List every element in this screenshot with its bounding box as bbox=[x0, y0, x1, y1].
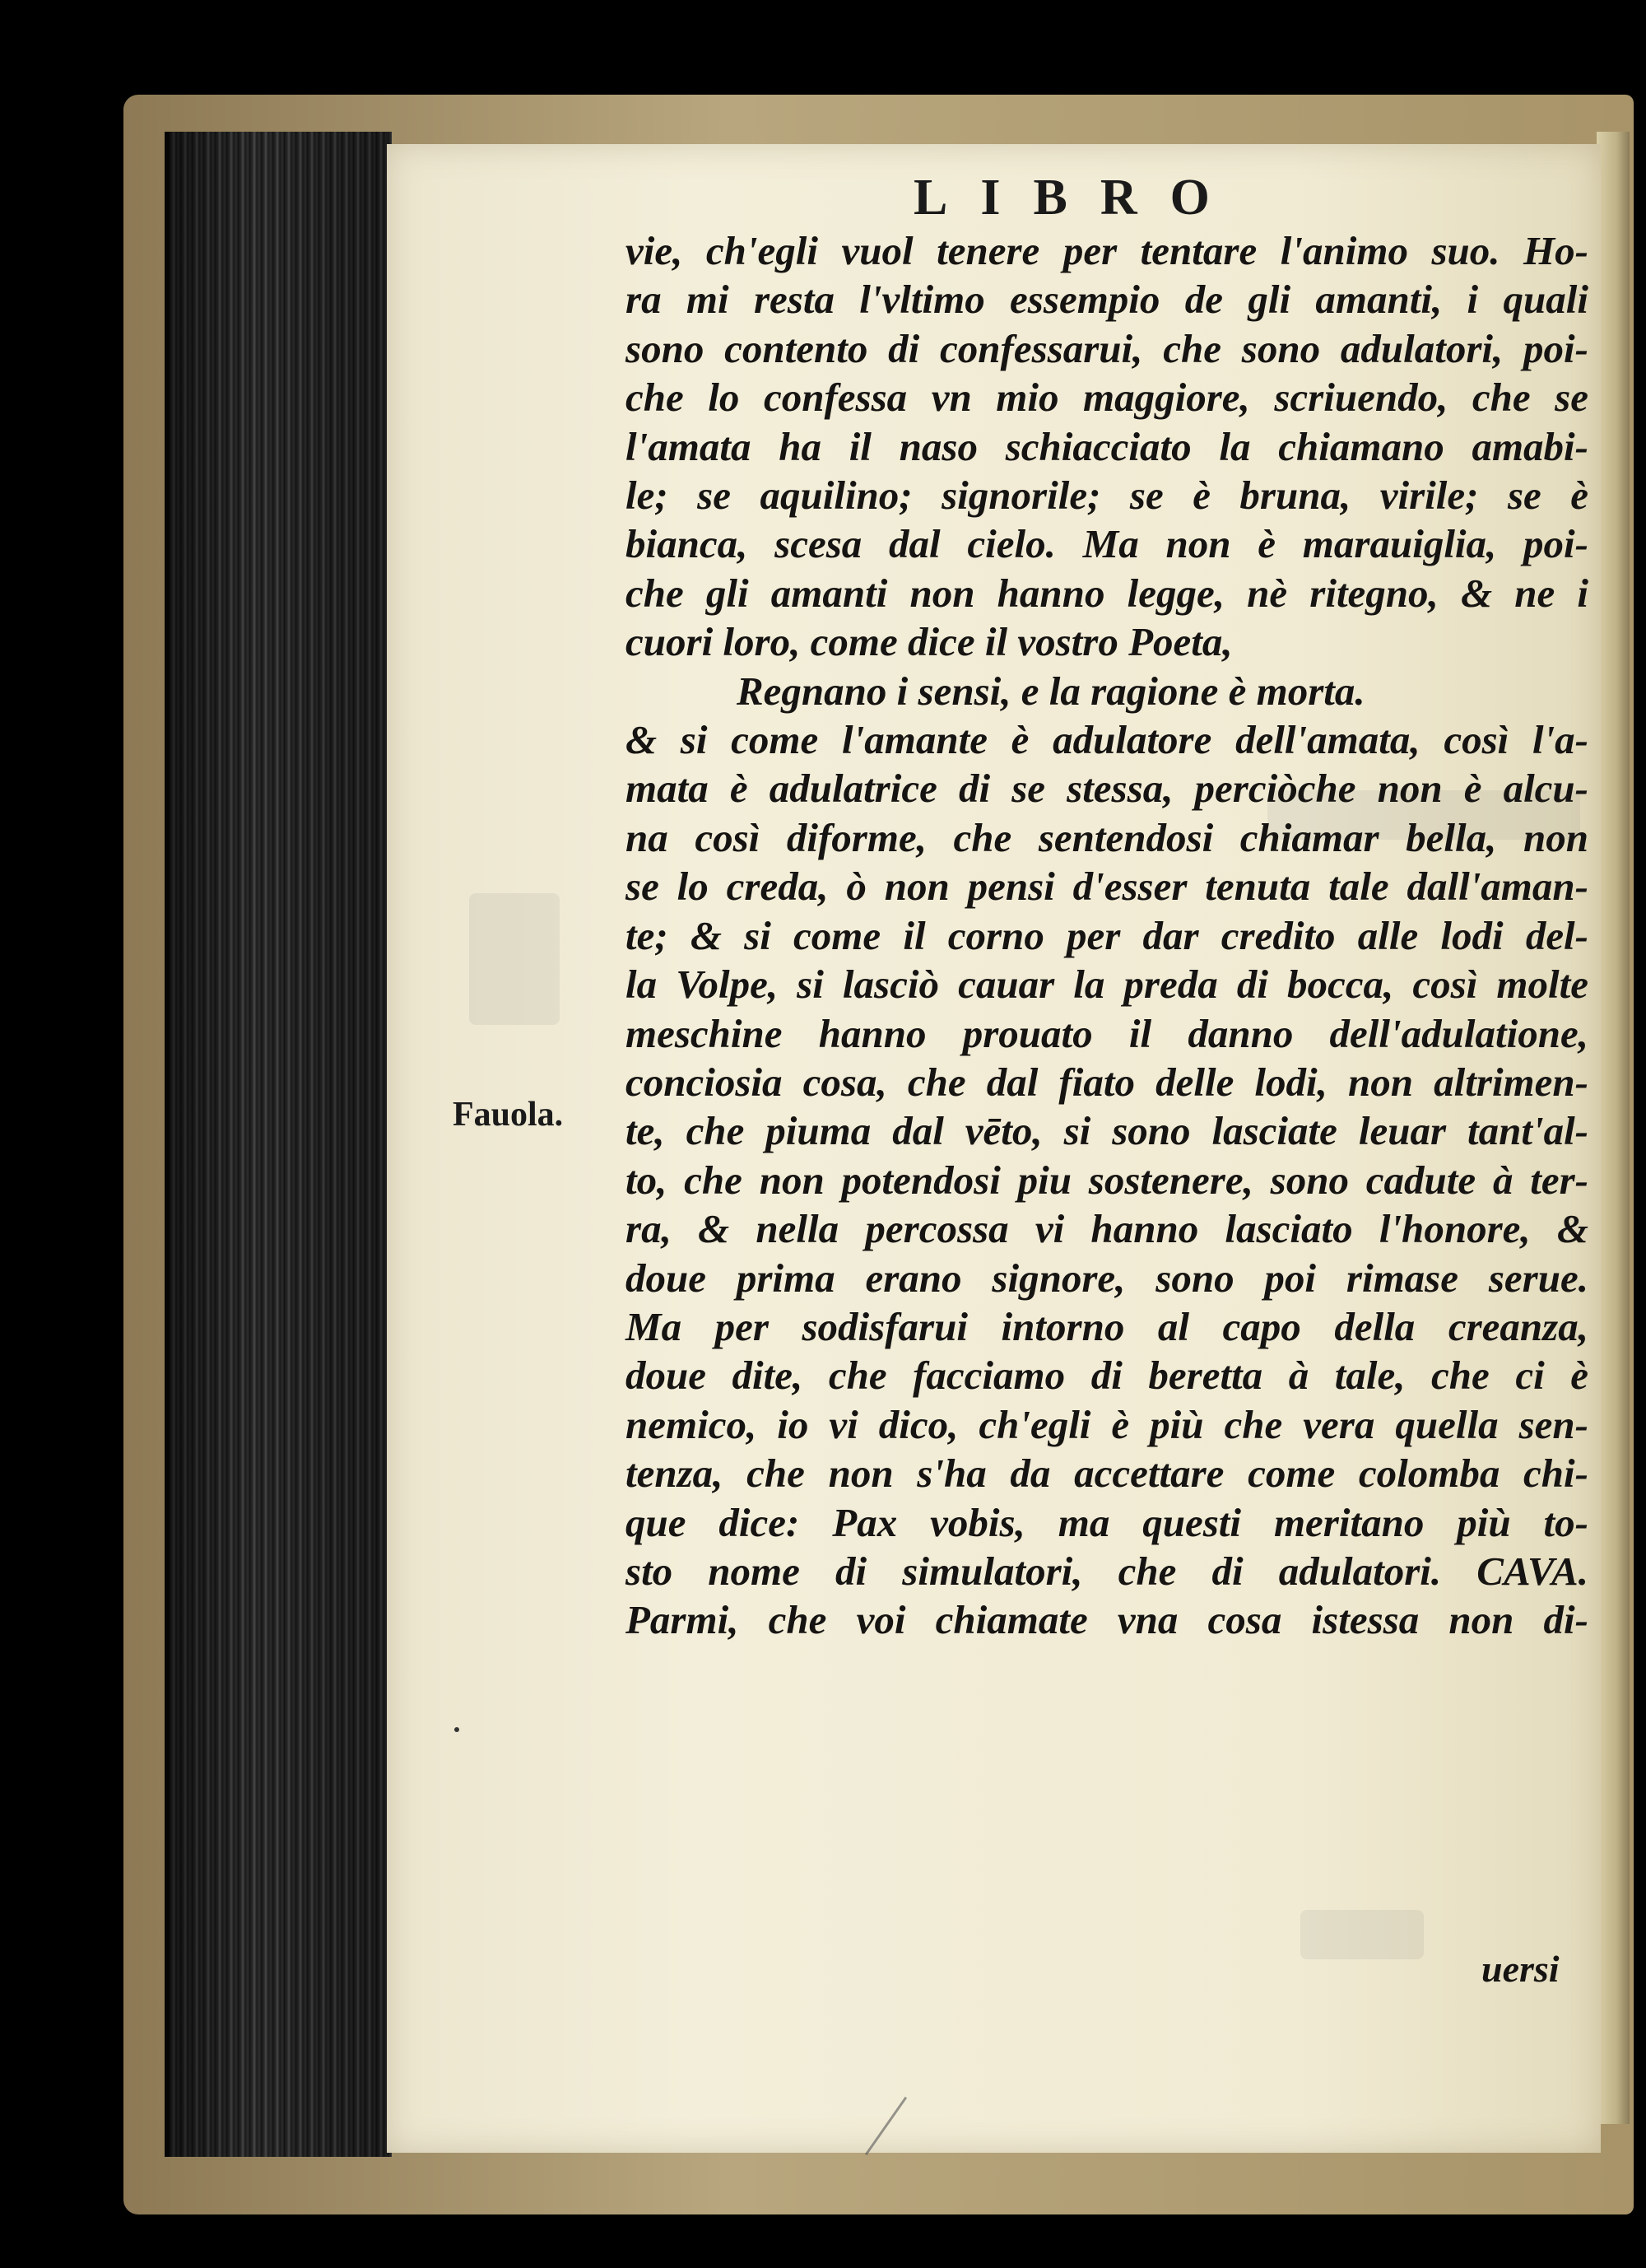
text-line: sto nome di simulatori, che di adulatori. CAVA. bbox=[625, 1548, 1588, 1594]
text-line: doue dite, che facciamo di beretta à tale, che ci è bbox=[625, 1353, 1588, 1399]
catchword: uersi bbox=[1481, 1948, 1560, 1990]
text-line: Ma per sodisfarui intorno al capo della creanza, bbox=[625, 1303, 1588, 1349]
body-text bbox=[625, 226, 1588, 1645]
text-line: te, che piuma dal vēto, si sono lasciate leuar tant'al- bbox=[625, 1108, 1588, 1154]
text-line: tenza, che non s'ha da accettare come colomba chi- bbox=[625, 1451, 1588, 1497]
text-line: meschine hanno prouato il danno dell'adulatione, bbox=[625, 1010, 1588, 1056]
text-line: Parmi, che voi chiamate vna cosa istessa non di- bbox=[625, 1597, 1588, 1643]
text-line: te; & si come il corno per dar credito alle lodi del- bbox=[625, 912, 1588, 958]
text-line: doue prima erano signore, sono poi rimase serue. bbox=[625, 1255, 1588, 1301]
text-line: l'amata ha il naso schiacciato la chiamano amabi- bbox=[625, 423, 1588, 469]
text-line: nemico, io vi dico, ch'egli è più che vera quella sen- bbox=[625, 1401, 1588, 1447]
text-line: que dice: Pax vobis, ma questi meritano più to- bbox=[625, 1499, 1588, 1545]
text-line: & si come l'amante è adulatore dell'amata, così l'a- bbox=[625, 717, 1588, 763]
text-line: cuori loro, come dice il vostro Poeta, bbox=[625, 619, 1233, 665]
back-board-edge bbox=[1597, 132, 1630, 2124]
text-line: conciosia cosa, che dal fiato delle lodi, non altrimen- bbox=[625, 1059, 1588, 1105]
text-line: che gli amanti non hanno legge, nè ritegno, & ne i bbox=[625, 570, 1588, 616]
page-edges-shadow bbox=[165, 132, 387, 2157]
text-line: vie, ch'egli vuol tenere per tentare l'animo suo. Ho- bbox=[625, 228, 1588, 273]
text-line: le; se aquilino; signorile; se è bruna, virile; se è bbox=[625, 473, 1588, 519]
text-line: sono contento di confessarui, che sono adulatori, poi- bbox=[625, 325, 1588, 371]
ink-dot bbox=[454, 1727, 459, 1732]
marginal-note: Fauola. bbox=[453, 1096, 564, 1134]
text-line: bianca, scesa dal cielo. Ma non è marauiglia, poi- bbox=[625, 521, 1588, 567]
text-line: che lo confessa vn mio maggiore, scriuendo, che se bbox=[625, 375, 1588, 421]
text-line: la Volpe, si lasciò cauar la preda di bocca, così molte bbox=[625, 962, 1588, 1008]
text-line: ra mi resta l'vltimo essempio de gli amanti, i quali bbox=[625, 277, 1588, 323]
text-line: to, che non potendosi piu sostenere, sono cadute à ter- bbox=[625, 1157, 1588, 1203]
text-line: ra, & nella percossa vi hanno lasciato l'honore, & bbox=[625, 1206, 1588, 1252]
text-line: se lo creda, ò non pensi d'esser tenuta tale dall'aman- bbox=[625, 864, 1588, 910]
running-head: LIBRO bbox=[914, 170, 1243, 226]
text-line: mata è adulatrice di se stessa, perciòche non è alcu- bbox=[625, 766, 1588, 812]
verse-line: Regnano i sensi, e la ragione è morta. bbox=[737, 668, 1365, 714]
text-line: na così diforme, che sentendosi chiamar bella, non bbox=[625, 814, 1588, 860]
